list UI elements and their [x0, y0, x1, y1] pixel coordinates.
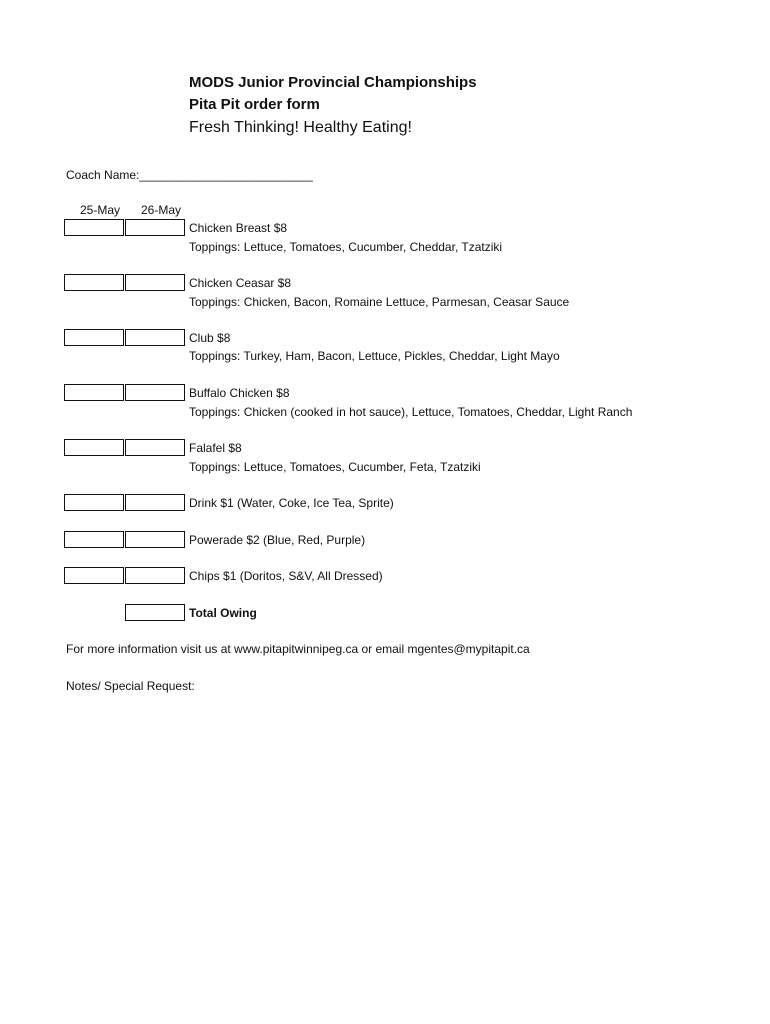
menu-item-toppings: Toppings: Chicken (cooked in hot sauce), Lettuce, Tomatoes, Cheddar, Light Ranch — [189, 405, 633, 419]
qty-box-26-may[interactable] — [125, 567, 185, 584]
notes-label: Notes/ Special Request: — [66, 679, 195, 693]
menu-item-name: Chicken Ceasar $8 — [189, 276, 292, 290]
qty-box-26-may[interactable] — [125, 219, 185, 236]
menu-item-name: Falafel $8 — [189, 441, 242, 455]
menu-item-name: Chicken Breast $8 — [189, 221, 288, 235]
menu-item-name: Powerade $2 (Blue, Red, Purple) — [189, 533, 366, 547]
qty-box-26-may[interactable] — [125, 384, 185, 401]
total-owing-label: Total Owing — [189, 606, 257, 620]
qty-box-25-may[interactable] — [64, 531, 124, 548]
column-date-25-may: 25-May — [80, 203, 121, 217]
menu-item-name: Drink $1 (Water, Coke, Ice Tea, Sprite) — [189, 496, 394, 510]
menu-item-name: Buffalo Chicken $8 — [189, 386, 290, 400]
menu-item-toppings: Toppings: Chicken, Bacon, Romaine Lettuce, Parmesan, Ceasar Sauce — [189, 295, 570, 309]
column-date-26-may: 26-May — [141, 203, 182, 217]
menu-item-name: Chips $1 (Doritos, S&V, All Dressed) — [189, 569, 383, 583]
form-subtitle: Pita Pit order form — [189, 96, 320, 113]
contact-info: For more information visit us at www.pitapitwinnipeg.ca or email mgentes@mypitapit.ca — [66, 642, 530, 656]
slogan: Fresh Thinking! Healthy Eating! — [189, 119, 412, 136]
coach-name-field[interactable]: Coach Name:__________________________ — [66, 168, 313, 182]
menu-item-toppings: Toppings: Lettuce, Tomatoes, Cucumber, Cheddar, Tzatziki — [189, 240, 503, 254]
qty-box-25-may[interactable] — [64, 329, 124, 346]
menu-item-toppings: Toppings: Turkey, Ham, Bacon, Lettuce, Pickles, Cheddar, Light Mayo — [189, 349, 560, 363]
qty-box-26-may[interactable] — [125, 494, 185, 511]
menu-item-name: Club $8 — [189, 331, 231, 345]
total-owing-box[interactable] — [125, 604, 185, 621]
qty-box-26-may[interactable] — [125, 531, 185, 548]
qty-box-25-may[interactable] — [64, 384, 124, 401]
form-title: MODS Junior Provincial Championships — [189, 74, 477, 91]
qty-box-26-may[interactable] — [125, 439, 185, 456]
qty-box-25-may[interactable] — [64, 439, 124, 456]
qty-box-25-may[interactable] — [64, 219, 124, 236]
menu-item-toppings: Toppings: Lettuce, Tomatoes, Cucumber, Feta, Tzatziki — [189, 460, 481, 474]
qty-box-25-may[interactable] — [64, 567, 124, 584]
qty-box-25-may[interactable] — [64, 274, 124, 291]
qty-box-26-may[interactable] — [125, 329, 185, 346]
qty-box-25-may[interactable] — [64, 494, 124, 511]
qty-box-26-may[interactable] — [125, 274, 185, 291]
